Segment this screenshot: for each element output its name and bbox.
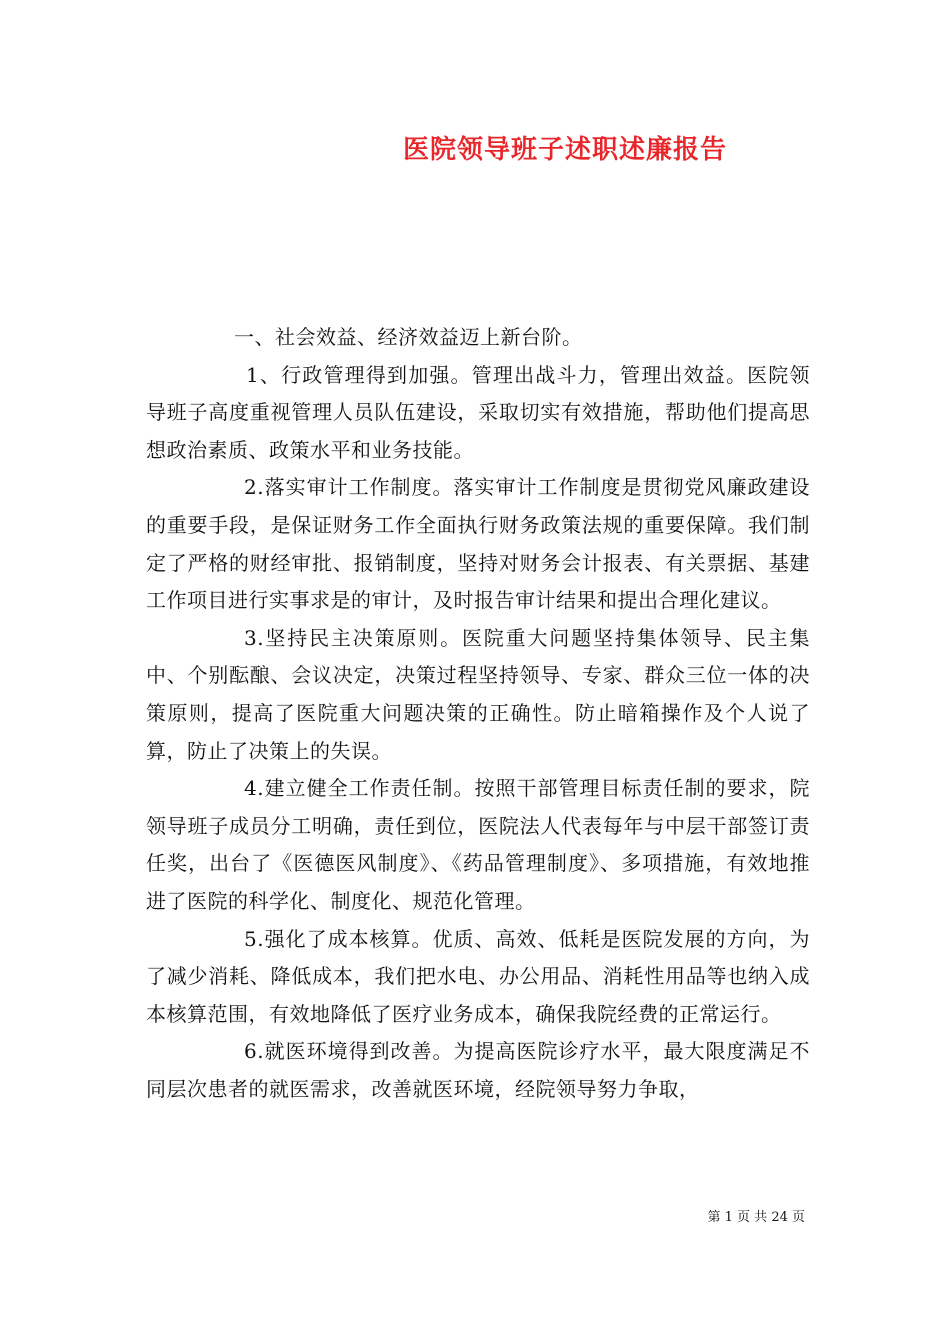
body-paragraph: 4.建立健全工作责任制。按照干部管理目标责任制的要求，院领导班子成员分工明确，责任到位，医院法人代表每年与中层干部签订责任奖，出台了《医德医风制度》、《药品管理制度》、多项措施，有效地推进了医院的科学化、制度化、规范化管理。	[146, 776, 810, 913]
section-heading: 一、社会效益、经济效益迈上新台阶。	[234, 325, 583, 349]
body-paragraph: 3.坚持民主决策原则。医院重大问题坚持集体领导、民主集中、个别酝酿、会议决定，决策过程坚持领导、专家、群众三位一体的决策原则，提高了医院重大问题决策的正确性。防止暗箱操作及个人说了算，防止了决策上的失误。	[146, 625, 810, 763]
body-paragraph: 1、行政管理得到加强。管理出战斗力，管理出效益。医院领导班子高度重视管理人员队伍建设，采取切实有效措施，帮助他们提高思想政治素质、政策水平和业务技能。	[146, 362, 810, 462]
page-number-footer: 第 1 页 共 24 页	[707, 1210, 805, 1225]
document-body	[146, 319, 810, 1108]
body-paragraph: 6.就医环境得到改善。为提高医院诊疗水平，最大限度满足不同层次患者的就医需求，改善就医环境，经院领导努力争取，	[146, 1039, 810, 1101]
body-paragraph: 5.强化了成本核算。优质、高效、低耗是医院发展的方向，为了减少消耗、降低成本，我们把水电、办公用品、消耗性用品等也纳入成本核算范围，有效地降低了医疗业务成本，确保我院经费的正常运行。	[146, 926, 810, 1026]
body-paragraph: 2.落实审计工作制度。落实审计工作制度是贯彻党风廉政建设的重要手段，是保证财务工作全面执行财务政策法规的重要保障。我们制定了严格的财经审批、报销制度，坚持对财务会计报表、有关票据、基建工作项目进行实事求是的审计，及时报告审计结果和提出合理化建议。	[146, 475, 810, 613]
document-title: 医院领导班子述职述廉报告	[402, 135, 727, 165]
